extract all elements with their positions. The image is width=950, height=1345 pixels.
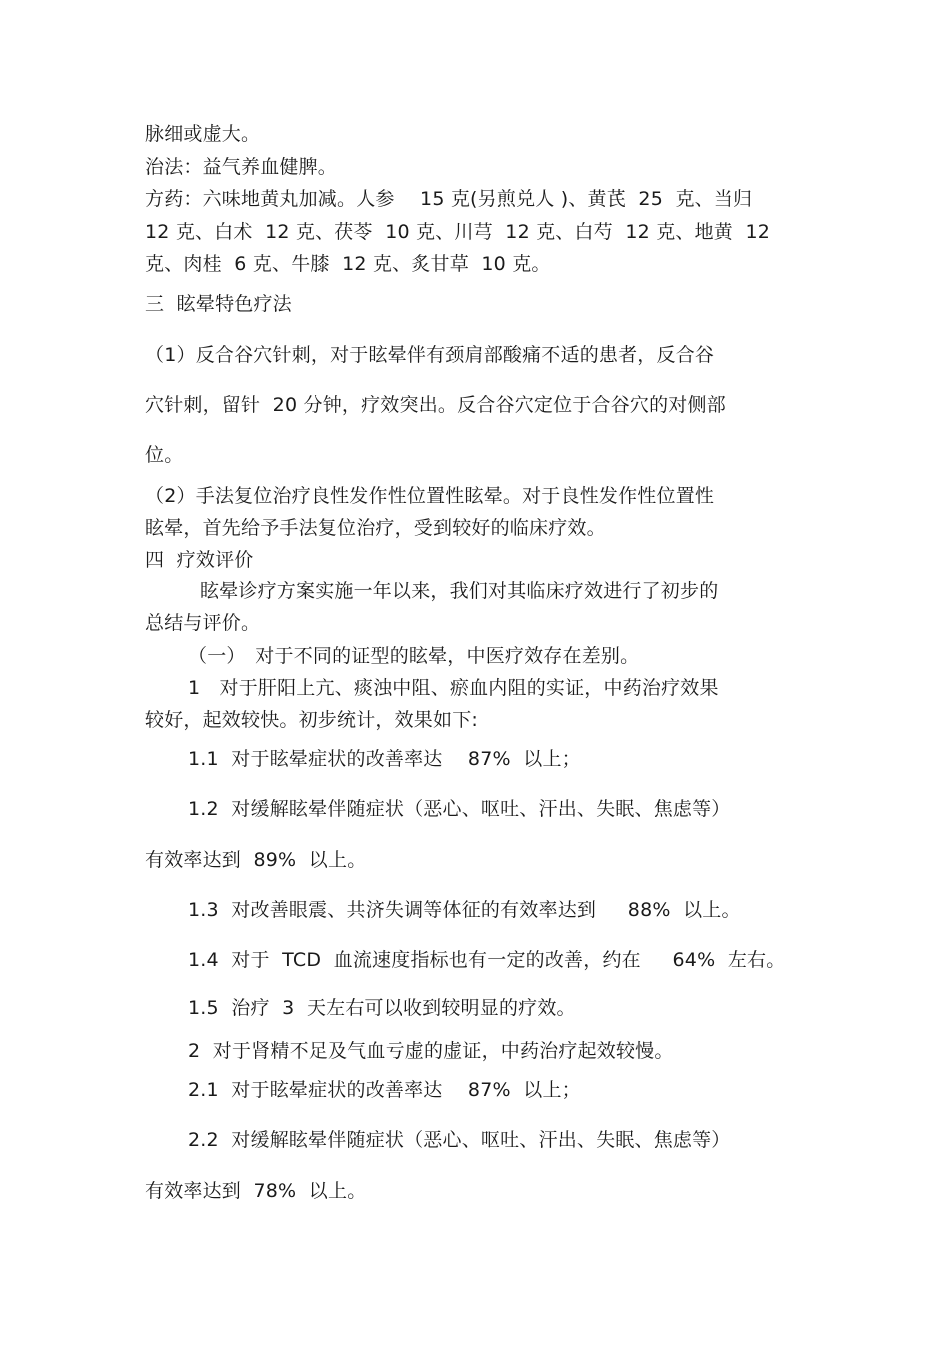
text-line: 穴针刺，留针 20 分钟，疗效突出。反合谷穴定位于合谷穴的对侧部	[145, 394, 726, 416]
text-line: 1.5 治疗 3 天左右可以收到较明显的疗效。	[188, 997, 576, 1019]
text-line: 眩晕，首先给予手法复位治疗，受到较好的临床疗效。	[145, 517, 606, 539]
text-line: 位。	[145, 444, 184, 466]
text-line: 治法：益气养血健脾。	[145, 156, 338, 178]
text-line: 总结与评价。	[145, 612, 261, 634]
text-line: 克、肉桂 6 克、牛膝 12 克、炙甘草 10 克。	[145, 253, 551, 275]
text-line: 2 对于肾精不足及气血亏虚的虚证，中药治疗起效较慢。	[188, 1040, 674, 1062]
text-line: 1 对于肝阳上亢、痰浊中阻、瘀血内阻的实证，中药治疗效果	[188, 677, 719, 699]
text-line: 有效率达到 89% 以上。	[145, 849, 367, 871]
text-line: （一） 对于不同的证型的眩晕，中医疗效存在差别。	[188, 645, 640, 667]
text-line: 较好，起效较快。初步统计，效果如下:	[145, 709, 479, 731]
text-line: 有效率达到 78% 以上。	[145, 1180, 367, 1202]
text-line: 1.1 对于眩晕症状的改善率达 87% 以上；	[188, 748, 581, 770]
section-heading: 三 眩晕特色疗法	[145, 293, 292, 315]
text-line: 眩晕诊疗方案实施一年以来，我们对其临床疗效进行了初步的	[200, 580, 719, 602]
text-line: 1.3 对改善眼震、共济失调等体征的有效率达到 88% 以上。	[188, 899, 741, 921]
text-line: （2）手法复位治疗良性发作性位置性眩晕。对于良性发作性位置性	[145, 485, 715, 507]
text-line: 脉细或虚大。	[145, 123, 261, 145]
text-line: 2.1 对于眩晕症状的改善率达 87% 以上；	[188, 1079, 581, 1101]
text-line: 12 克、白术 12 克、茯苓 10 克、川芎 12 克、白芍 12 克、地黄 12	[145, 221, 771, 243]
text-line: 1.2 对缓解眩晕伴随症状（恶心、呕吐、汗出、失眠、焦虑等）	[188, 798, 731, 820]
text-line: 方药：六味地黄丸加减。人参 15 克(另煎兑人 )、黄芪 25 克、当归	[145, 188, 753, 210]
section-heading: 四 疗效评价	[145, 549, 254, 571]
text-line: （1）反合谷穴针刺，对于眩晕伴有颈肩部酸痛不适的患者，反合谷	[145, 344, 715, 366]
text-line: 1.4 对于 TCD 血流速度指标也有一定的改善，约在 64% 左右。	[188, 949, 786, 971]
text-line: 2.2 对缓解眩晕伴随症状（恶心、呕吐、汗出、失眠、焦虑等）	[188, 1129, 731, 1151]
